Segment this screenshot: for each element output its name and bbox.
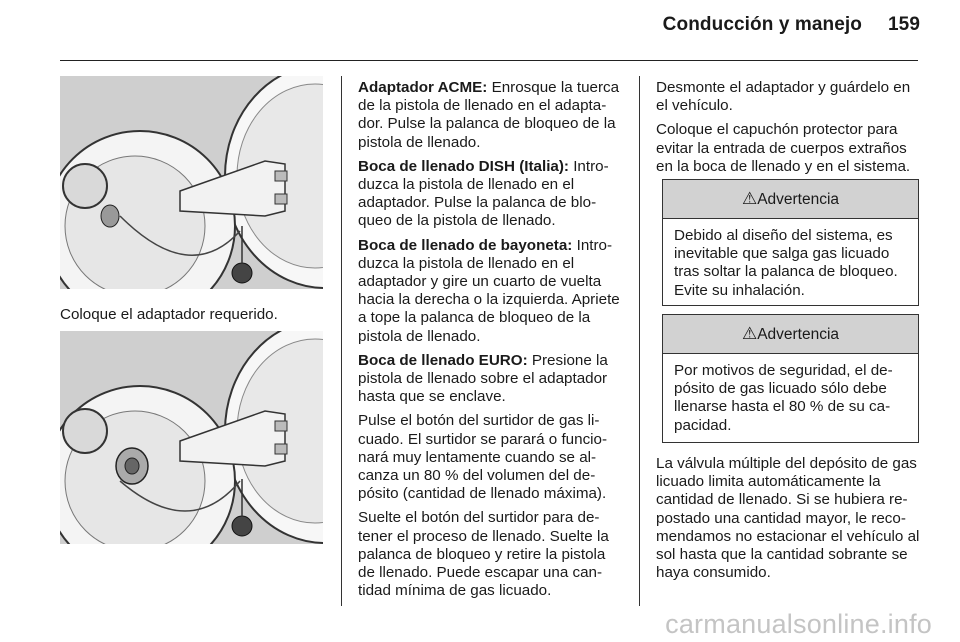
column-divider-1 — [341, 76, 342, 606]
paragraph-bayonet: Boca de llenado de bayoneta: Introduzca la pistola de llenado en el adaptador y gire un cuarto de vuelta hacia la derecha o la izquierda. Apriete a tope la palanca de bloqueo de la pistola de llenado. — [358, 236, 620, 345]
warning-text: Por motivos de seguridad, el depósito de gas licuado sólo debe llenarse hasta el 80 % de su capacidad. — [674, 362, 893, 434]
paragraph-protective-cap: Coloque el capuchón protector para evitar la entrada de cuerpos extraños en la boca de llenado y en el sistema. — [656, 121, 911, 175]
paragraph-multivalve: La válvula múltiple del depósito de gas licuado limita automáticamente la cantidad de llenado. Si se hubiera repostado una cantidad mayor, le recomendamos no estacionar el vehículo al sol hasta que la cantidad sobrante se haya consumido. — [656, 455, 920, 582]
section-title: Conducción y manejo — [662, 14, 862, 35]
warning-triangle-icon: ⚠ — [741, 189, 758, 208]
column-3-outro — [656, 455, 920, 588]
warning-title: Advertencia — [757, 326, 840, 343]
warning-title: Advertencia — [757, 191, 840, 208]
fuel-filler-illustration-1 — [60, 76, 323, 289]
paragraph-acme: Adaptador ACME: Enrosque la tuerca de la pistola de llenado en el adaptador. Pulse la palanca de bloqueo de la pistola de llenado. — [358, 79, 620, 151]
column-3-intro — [656, 79, 920, 182]
warning-triangle-icon: ⚠ — [741, 324, 758, 343]
paragraph-remove-adapter: Desmonte el adaptador y guárdelo en el vehículo. — [656, 79, 911, 115]
photo-caption: Coloque el adaptador requerido. — [60, 306, 278, 323]
paragraph-euro: Boca de llenado EURO: Presione la pistola de llenado sobre el adaptador hasta que se enclave. — [358, 351, 608, 406]
warning-header — [663, 180, 918, 219]
paragraph-release-button: Suelte el botón del surtidor para detener el proceso de llenado. Suelte la palanca de bloqueo y retire la pistola de llenado. Puede escapar una cantidad mínima de gas licuado. — [358, 509, 609, 600]
page-number: 159 — [887, 14, 920, 35]
column-divider-2 — [639, 76, 640, 606]
warning-box-2 — [662, 314, 919, 443]
fuel-flap-photo-2 — [60, 331, 323, 544]
fuel-filler-illustration-2 — [60, 331, 323, 544]
warning-header — [663, 315, 918, 354]
column-2-text — [358, 79, 622, 606]
warning-text: Debido al diseño del sistema, es inevitable que salga gas licuado tras soltar la palanca de bloqueo. Evite su inhalación. — [674, 227, 898, 299]
running-header — [663, 14, 920, 36]
header-rule — [60, 60, 918, 61]
paragraph-press-button: Pulse el botón del surtidor de gas licuado. El surtidor se parará o funcionará muy lentamente cuando se alcanza un 80 % del volumen del depósito (cantidad de llenado máxima). — [358, 412, 608, 503]
warning-box-1 — [662, 179, 919, 306]
fuel-flap-photo-1 — [60, 76, 323, 289]
paragraph-dish: Boca de llenado DISH (Italia): Introduzca la pistola de llenado en el adaptador. Pulse la palanca de bloqueo de la pistola de llenado. — [358, 157, 609, 230]
watermark: carmanualsonline.info — [665, 609, 932, 639]
